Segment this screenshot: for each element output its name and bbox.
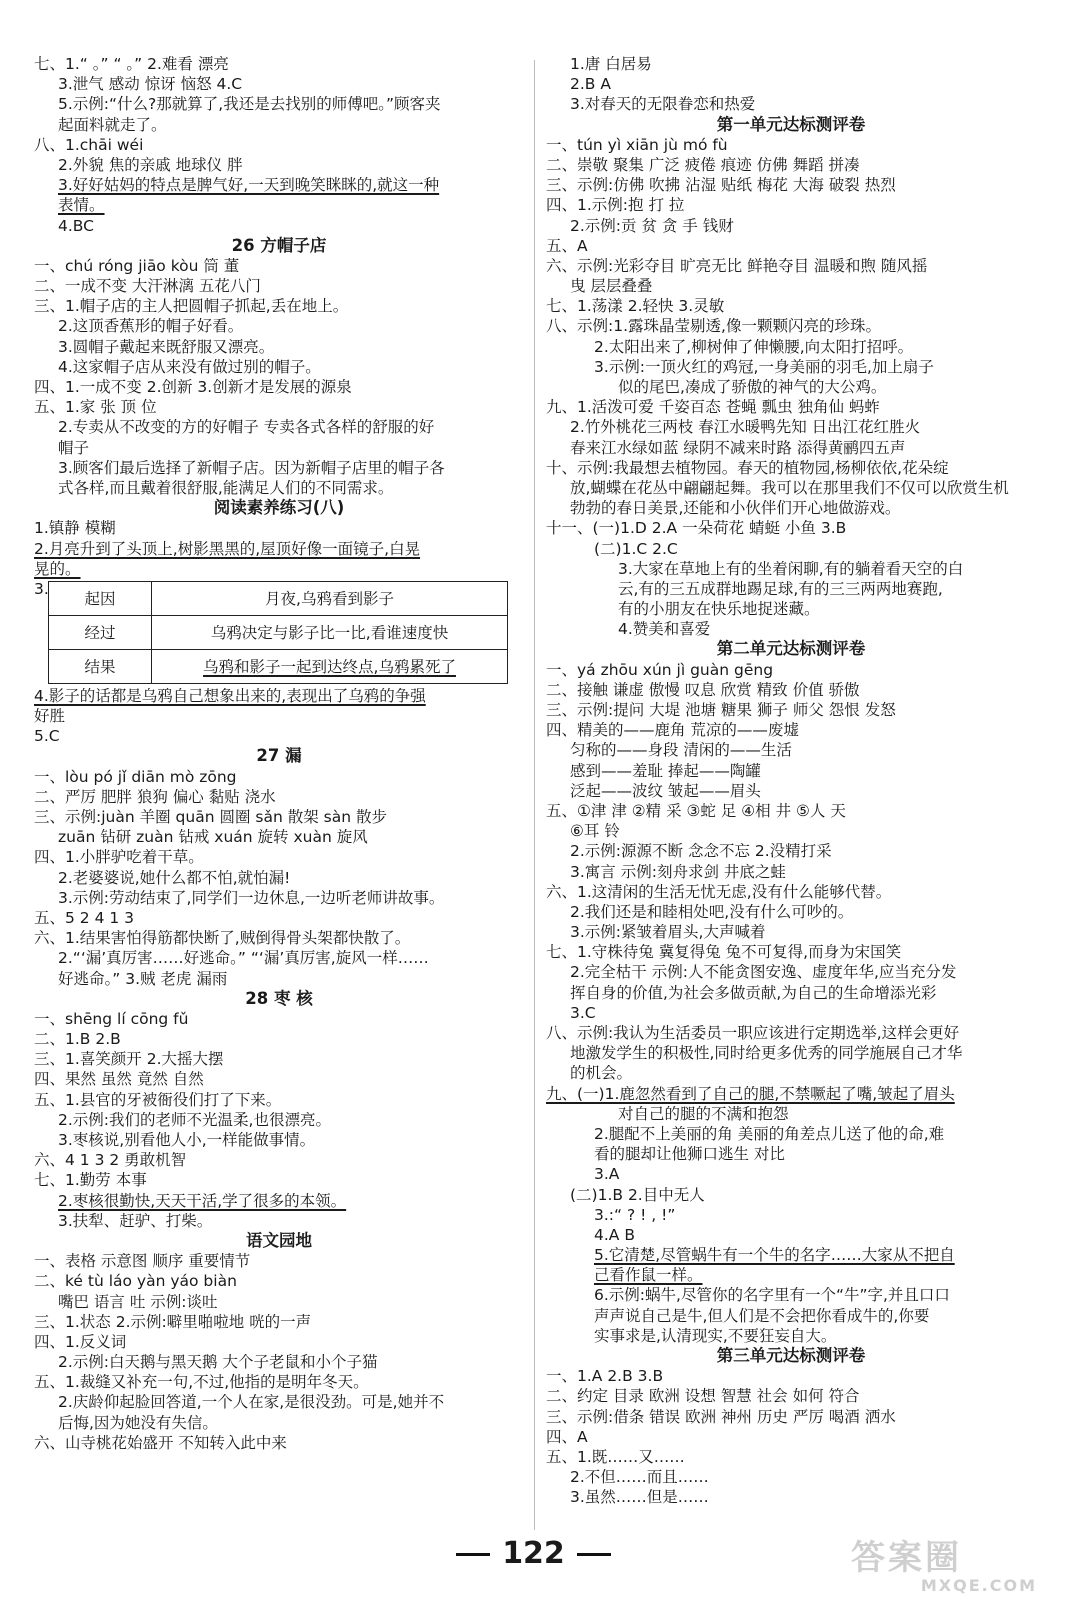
table-key-cell: 经过	[49, 615, 152, 649]
answer-line: 四、精美的——鹿角 荒凉的——废墟	[546, 721, 799, 740]
answer-line: 3.示例:一顶火红的鸡冠,一身美丽的羽毛,加上扇子	[594, 357, 934, 376]
answer-line: 2.B A	[570, 75, 611, 94]
answer-line: 三、示例:juàn 羊圈 quān 圆圈 sǎn 散架 sàn 散步	[34, 808, 387, 826]
answer-line: 好胜	[34, 707, 66, 726]
table-key-cell: 结果	[49, 649, 152, 683]
answer-line: 挥自身的价值,为社会多做贡献,为自己的生命增添光彩	[570, 983, 937, 1002]
answer-line: 三、1.状态 2.示例:噼里啪啦地 咣的一声	[34, 1312, 312, 1331]
answer-line: 好逃命。” 3.贼 老虎 漏雨	[58, 969, 228, 988]
answer-line: 5.它清楚,尽管蜗牛有一个牛的名字……大家从不把自	[594, 1246, 955, 1265]
answer-line: 二、崇敬 聚集 广泛 疲倦 痕迹 仿佛 舞蹈 拼凑	[546, 155, 860, 174]
answer-line: 3.:“ ? ! , !”	[594, 1205, 676, 1224]
answer-line: 五、1.裁缝又补充一句,不过,他指的是明年冬天。	[34, 1373, 369, 1392]
answer-line: 2.这顶香蕉形的帽子好看。	[58, 317, 244, 336]
answer-line: 6.示例:蜗牛,尽管你的名字里有一个“牛”字,并且口口	[594, 1286, 950, 1305]
answer-line: 2.“‘漏’真厉害……好逃命。” “‘漏’真厉害,旋风一样……	[58, 949, 429, 968]
answer-line: 二、接触 谦虚 傲慢 叹息 欣赏 精致 价值 骄傲	[546, 680, 860, 699]
answer-line: 2.腿配不上美丽的角 美丽的角差点儿送了他的命,难	[594, 1124, 945, 1143]
table-row	[49, 581, 508, 615]
answer-line: 3.圆帽子戴起来既舒服又漂亮。	[58, 337, 275, 356]
answer-line: 五、1.家 张 顶 位	[34, 398, 157, 417]
answer-line: 二、1.B 2.B	[34, 1030, 121, 1049]
answer-line: 二、严厉 肥胖 狼狗 偏心 黏贴 浇水	[34, 787, 276, 806]
page-number-dash-left	[456, 1553, 490, 1556]
answer-line: 四、果然 虽然 竟然 自然	[34, 1070, 204, 1089]
answer-line: 4.这家帽子店从来没有做过别的帽子。	[58, 357, 321, 376]
answer-line: 3.虽然……但是……	[570, 1488, 709, 1507]
answer-line: 八、1.chāi wéi	[34, 135, 144, 154]
answer-line: 声声说自己是牛,但人们是不会把你看成牛的,你要	[594, 1306, 930, 1325]
answer-line: 九、(一)1.鹿忽然看到了自己的腿,不禁噘起了嘴,皱起了眉头	[546, 1084, 955, 1103]
left-answers-part2	[34, 686, 524, 1453]
answer-line: 三、示例:仿佛 吹拂 沾湿 贴纸 梅花 大海 破裂 热烈	[546, 176, 896, 195]
answer-line: 五、1.县官的牙被衙役们打了下来。	[34, 1090, 282, 1109]
answer-line: 五、1.既……又……	[546, 1447, 685, 1466]
answer-line: 七、1.守株待兔 冀复得兔 兔不可复得,而身为宋国笑	[546, 943, 902, 962]
answer-line: 地激发学生的积极性,同时给更多优秀的同学施展自己才华	[570, 1044, 963, 1063]
page-number-text: 122	[502, 1536, 565, 1571]
answer-line: 3.扶犁、赶驴、打柴。	[58, 1211, 213, 1230]
answer-line: 2.示例:我们的老师不光温柔,也很漂亮。	[58, 1110, 331, 1129]
answer-line: 4.赞美和喜爱	[618, 620, 711, 639]
answer-line: (二)1.C 2.C	[594, 539, 678, 558]
answer-line: 有的小朋友在快乐地捉迷藏。	[618, 600, 820, 619]
answer-line: ⑥耳 铃	[570, 822, 620, 841]
table-row	[49, 649, 508, 683]
answer-line: 2.老婆婆说,她什么都不怕,就怕漏!	[58, 868, 291, 887]
answer-line: 泛起——波纹 皱起——眉头	[570, 781, 761, 800]
answer-line: 一、1.A 2.B 3.B	[546, 1367, 664, 1386]
answer-line: 起面料就走了。	[58, 115, 167, 134]
table-value-cell: 月夜,乌鸦看到影子	[152, 581, 508, 615]
reading-table-block	[34, 579, 524, 686]
watermark-logo	[851, 1540, 1051, 1596]
answer-line: 似的尾巴,凑成了骄傲的神气的大公鸡。	[618, 378, 887, 396]
answer-line: 看的腿却让他狮口逃生 对比	[594, 1145, 785, 1164]
answer-line: 五、5 2 4 1 3	[34, 908, 135, 927]
answer-line: 2.枣核很勤快,天天干活,学了很多的本领。	[58, 1191, 347, 1210]
column-divider	[534, 60, 535, 1530]
answer-line: 六、示例:光彩夺目 旷亮无比 鲜艳夺目 温暖和煦 随风摇	[546, 256, 928, 275]
answer-line: 一、表格 示意图 顺序 重要情节	[34, 1252, 251, 1271]
answer-line: 六、4 1 3 2 勇敢机智	[34, 1151, 187, 1170]
table-value-cell: 乌鸦和影子一起到达终点,乌鸦累死了	[152, 649, 508, 683]
answer-line: 九、1.活泼可爱 千姿百态 苍蝇 瓢虫 独角仙 蚂蚱	[546, 398, 880, 417]
right-column	[546, 54, 1036, 1508]
answer-line: 七、1.勤劳 本事	[34, 1171, 147, 1190]
left-column	[34, 54, 524, 1453]
answer-line: 七、1.“ 。” “ 。” 2.难看 漂亮	[34, 55, 229, 73]
answer-line: 对自己的腿的不满和抱怨	[618, 1104, 789, 1123]
answer-line: 表情。	[58, 196, 105, 215]
answer-line: 3.对春天的无限眷恋和热爱	[570, 95, 756, 114]
answer-line: 2.庆龄仰起脸回答道,一个人在家,是很没劲。可是,她并不	[58, 1393, 445, 1412]
section-title: 27 漏	[256, 746, 302, 766]
section-title: 第一单元达标测评卷	[716, 114, 866, 134]
answer-line: 嘴巴 语言 吐 示例:谈吐	[58, 1292, 218, 1311]
table-number: 3.	[34, 579, 49, 598]
answer-line: 2.示例:贡 贫 贪 手 钱财	[570, 216, 734, 235]
answer-line: 4.A B	[594, 1225, 635, 1244]
answer-line: 四、1.反义词	[34, 1332, 127, 1351]
answer-line: 2.外貌 焦的亲戚 地球仪 胖	[58, 155, 243, 174]
answer-line: 一、yá zhōu xún jì guàn gēng	[546, 660, 774, 679]
answer-line: 式各样,而且戴着很舒服,能满足人们的不同需求。	[58, 478, 394, 497]
answer-line: 2.示例:源源不断 念念不忘 2.没精打采	[570, 842, 832, 861]
answer-line: 3.C	[570, 1003, 596, 1022]
watermark-line1: 答案圈	[851, 1538, 962, 1578]
answer-line: 勃勃的春日美景,还能和小伙伴们开心地做游戏。	[570, 499, 901, 518]
answer-line: 云,有的三五成群地踢足球,有的三三两两地赛跑,	[618, 579, 943, 598]
answer-line: 一、shēng lí cōng fǔ	[34, 1009, 189, 1028]
answer-line: (二)1.B 2.目中无人	[570, 1185, 705, 1204]
answer-line: 2.不但……而且……	[570, 1468, 709, 1487]
answer-line: 2.我们还是和睦相处吧,没有什么可吵的。	[570, 902, 854, 921]
answer-line: 3.泄气 感动 惊讶 恼怒 4.C	[58, 75, 243, 94]
answer-line: 一、chú róng jiāo kòu 筒 董	[34, 256, 240, 275]
table-key-cell: 起因	[49, 581, 152, 615]
answer-line: 己看作鼠一样。	[594, 1266, 703, 1285]
right-answers	[546, 54, 1036, 1508]
answer-line: 八、示例:我认为生活委员一职应该进行定期选举,这样会更好	[546, 1024, 960, 1042]
answer-line: 3.示例:紧皱着眉头,大声喊着	[570, 923, 766, 942]
answer-line: 二、一成不变 大汗淋漓 五花八门	[34, 277, 261, 296]
answer-line: 一、tún yì xiān jù mó fù	[546, 135, 728, 154]
answer-line: 2.竹外桃花三两枝 春江水暖鸭先知 日出江花红胜火	[570, 418, 921, 437]
answer-line: 十、示例:我最想去植物园。春天的植物园,杨柳依依,花朵绽	[546, 458, 949, 477]
section-title: 28 枣 核	[245, 988, 313, 1008]
answer-line: 三、1.喜笑颜开 2.大摇大摆	[34, 1050, 224, 1069]
answer-line: 三、示例:借条 错误 欧洲 神州 历史 严厉 喝酒 洒水	[546, 1407, 896, 1426]
answer-line: 二、约定 目录 欧洲 设想 智慧 社会 如何 符合	[546, 1387, 860, 1406]
answer-line: 六、1.结果害怕得筋都快断了,贼倒得骨头架都快散了。	[34, 929, 411, 948]
answer-line: 后悔,因为她没有失信。	[58, 1413, 218, 1432]
section-title: 语文园地	[246, 1230, 312, 1250]
table-value-cell: 乌鸦决定与影子比一比,看谁速度快	[152, 615, 508, 649]
answer-line: 晃的。	[34, 559, 81, 578]
answer-line: 八、示例:1.露珠晶莹剔透,像一颗颗闪亮的珍珠。	[546, 317, 881, 336]
answer-line: 四、1.一成不变 2.创新 3.创新才是发展的源泉	[34, 378, 352, 396]
answer-line: 2.专卖从不改变的方的好帽子 专卖各式各样的舒服的好	[58, 418, 435, 437]
answer-line: 放,蝴蝶在花丛中翩翩起舞。我可以在那里我们不仅可以欣赏生机	[570, 478, 1009, 497]
answer-line: 2.月亮升到了头顶上,树影黑黑的,屋顶好像一面镜子,白晃	[34, 539, 421, 558]
answer-line: 5.C	[34, 727, 60, 746]
section-title: 26 方帽子店	[231, 235, 327, 255]
answer-line: 五、A	[546, 236, 588, 255]
answer-line: 实事求是,认清现实,不要狂妄自大。	[594, 1326, 837, 1345]
answer-line: 1.镇静 模糊	[34, 519, 116, 538]
answer-line: 二、ké tù láo yàn yáo biàn	[34, 1272, 237, 1291]
answer-line: 1.唐 白居易	[570, 55, 652, 73]
answer-line: 四、1.示例:抱 打 拉	[546, 196, 685, 215]
answer-line: 感到——羞耻 捧起——陶罐	[570, 761, 761, 780]
answer-line: 春来江水绿如蓝 绿阴不减来时路 添得黄鹂四五声	[570, 438, 906, 457]
answer-line: 4.影子的话都是乌鸦自己想象出来的,表现出了乌鸦的争强	[34, 686, 426, 705]
answer-line: 3.枣核说,别看他人小,一样能做事情。	[58, 1131, 316, 1149]
answer-line: 六、1.这清闲的生活无忧无虑,没有什么能够代替。	[546, 882, 892, 901]
answer-line: 四、1.小胖驴吃着干草。	[34, 848, 204, 867]
answer-line: 3.好好姑妈的特点是脾气好,一天到晚笑眯眯的,就这一种	[58, 176, 440, 195]
answer-line: 3.大家在草地上有的坐着闲聊,有的躺着看天空的白	[618, 559, 964, 578]
answer-line: zuān 钻研 zuàn 钻戒 xuán 旋转 xuàn 旋风	[58, 828, 368, 847]
table-row	[49, 615, 508, 649]
cause-process-result-table	[48, 581, 508, 684]
answer-line: 三、1.帽子店的主人把圆帽子抓起,丢在地上。	[34, 297, 349, 316]
answer-line: 匀称的——身段 清闲的——生活	[570, 741, 792, 760]
answer-line: 五、①津 津 ②精 采 ③蛇 足 ④相 井 ⑤人 天	[546, 801, 846, 820]
section-title: 第三单元达标测评卷	[716, 1346, 866, 1365]
left-answers-part1	[34, 54, 524, 579]
page-number-dash-right	[577, 1553, 611, 1556]
answer-line: 四、A	[546, 1427, 588, 1446]
answer-line: 曳 层层叠叠	[570, 277, 653, 296]
answer-line: 2.示例:白天鹅与黑天鹅 大个子老鼠和小个子猫	[58, 1353, 378, 1372]
answer-line: 5.示例:“什么?那就算了,我还是去找别的师傅吧。”顾客夹	[58, 95, 441, 114]
answer-line: 的机会。	[570, 1064, 633, 1083]
section-title: 第二单元达标测评卷	[716, 639, 866, 659]
answer-line: 七、1.荡漾 2.轻快 3.灵敏	[546, 297, 725, 316]
answer-line: 3.寓言 示例:刻舟求剑 井底之蛙	[570, 862, 786, 881]
answer-line: 六、山寺桃花始盛开 不知转入此中来	[34, 1433, 287, 1452]
watermark-line2: MXQE.COM	[920, 1576, 1037, 1595]
answer-line: 2.太阳出来了,柳树伸了伸懒腰,向太阳打招呼。	[594, 337, 914, 356]
answer-line: 十一、(一)1.D 2.A 一朵荷花 蜻蜓 小鱼 3.B	[546, 519, 847, 538]
section-title: 阅读素养练习(八)	[213, 498, 345, 518]
answer-line: 2.完全枯干 示例:人不能贪图安逸、虚度年华,应当充分发	[570, 963, 957, 982]
answer-line: 一、lòu pó jǐ diān mò zōng	[34, 767, 237, 786]
answer-line: 4.BC	[58, 216, 94, 235]
answer-line: 帽子	[58, 438, 90, 457]
answer-line: 三、示例:提问 大堤 池塘 糖果 狮子 师父 怨恨 发怒	[546, 701, 896, 719]
answer-line: 3.A	[594, 1165, 620, 1184]
answer-line: 3.示例:劳动结束了,同学们一边休息,一边听老师讲故事。	[58, 888, 445, 907]
answer-line: 3.顾客们最后选择了新帽子店。因为新帽子店里的帽子各	[58, 458, 445, 477]
